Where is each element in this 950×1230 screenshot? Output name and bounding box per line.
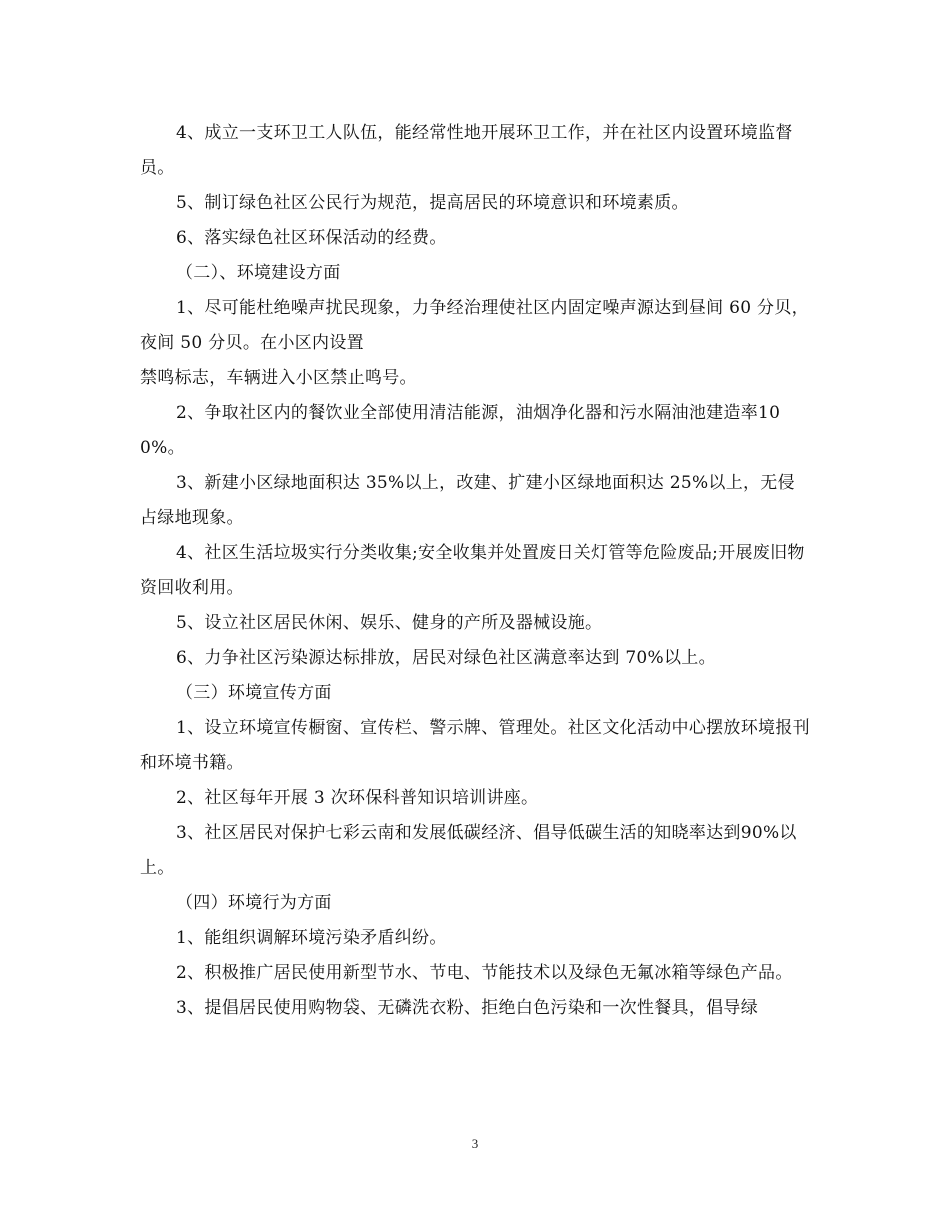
paragraph-item-2-green-products: 2、积极推广居民使用新型节水、节电、节能技术以及绿色无氟冰箱等绿色产品。 <box>176 963 793 983</box>
paragraph-item-1-noise: 1、尽可能杜绝噪声扰民现象，力争经治理使社区内固定噪声源达到昼间 60 分贝，夜间 50 分贝。在小区内设置 <box>140 298 809 353</box>
page-number: 3 <box>471 1136 479 1151</box>
paragraph-item-2-training-lectures: 2、社区每年开展 3 次环保科普知识培训讲座。 <box>176 788 539 808</box>
paragraph-item-4-waste-sorting: 4、社区生活垃圾实行分类收集;安全收集并处置废日关灯管等危险废品;开展废旧物资回收利用。 <box>140 543 805 598</box>
paragraph-item-5-code-of-conduct: 5、制订绿色社区公民行为规范，提高居民的环境意识和环境素质。 <box>176 193 689 213</box>
document-body <box>140 116 812 1026</box>
paragraph-item-6-funding: 6、落实绿色社区环保活动的经费。 <box>176 228 447 248</box>
section-heading-environment-publicity: （三）环境宣传方面 <box>176 683 332 703</box>
paragraph-item-6-pollution-standards: 6、力争社区污染源达标排放，居民对绿色社区满意率达到 70%以上。 <box>176 648 716 668</box>
section-heading-environment-construction: （二）、环境建设方面 <box>176 263 341 283</box>
paragraph-item-5-leisure-facilities: 5、设立社区居民休闲、娱乐、健身的产所及器械设施。 <box>176 613 603 633</box>
paragraph-item-2-clean-energy: 2、争取社区内的餐饮业全部使用清洁能源，油烟净化器和污水隔油池建造率100%。 <box>140 403 781 458</box>
paragraph-item-4-sanitation-team: 4、成立一支环卫工人队伍，能经常性地开展环卫工作，并在社区内设置环境监督员。 <box>140 123 793 178</box>
section-heading-environment-behavior: （四）环境行为方面 <box>176 893 332 913</box>
paragraph-item-3-green-space: 3、新建小区绿地面积达 35%以上，改建、扩建小区绿地面积达 25%以上，无侵占绿地现象。 <box>140 473 795 528</box>
paragraph-item-1-dispute-mediation: 1、能组织调解环境污染矛盾纠纷。 <box>176 928 447 948</box>
paragraph-horn-prohibition: 禁鸣标志，车辆进入小区禁止鸣号。 <box>140 368 417 388</box>
paragraph-item-3-awareness-rate: 3、社区居民对保护七彩云南和发展低碳经济、倡导低碳生活的知晓率达到90%以上。 <box>140 823 797 878</box>
paragraph-item-3-shopping-bags: 3、提倡居民使用购物袋、无磷洗衣粉、拒绝白色污染和一次性餐具，倡导绿 <box>176 998 759 1018</box>
paragraph-item-1-publicity-facilities: 1、设立环境宣传橱窗、宣传栏、警示牌、管理处。社区文化活动中心摆放环境报刊和环境书籍。 <box>140 718 810 773</box>
